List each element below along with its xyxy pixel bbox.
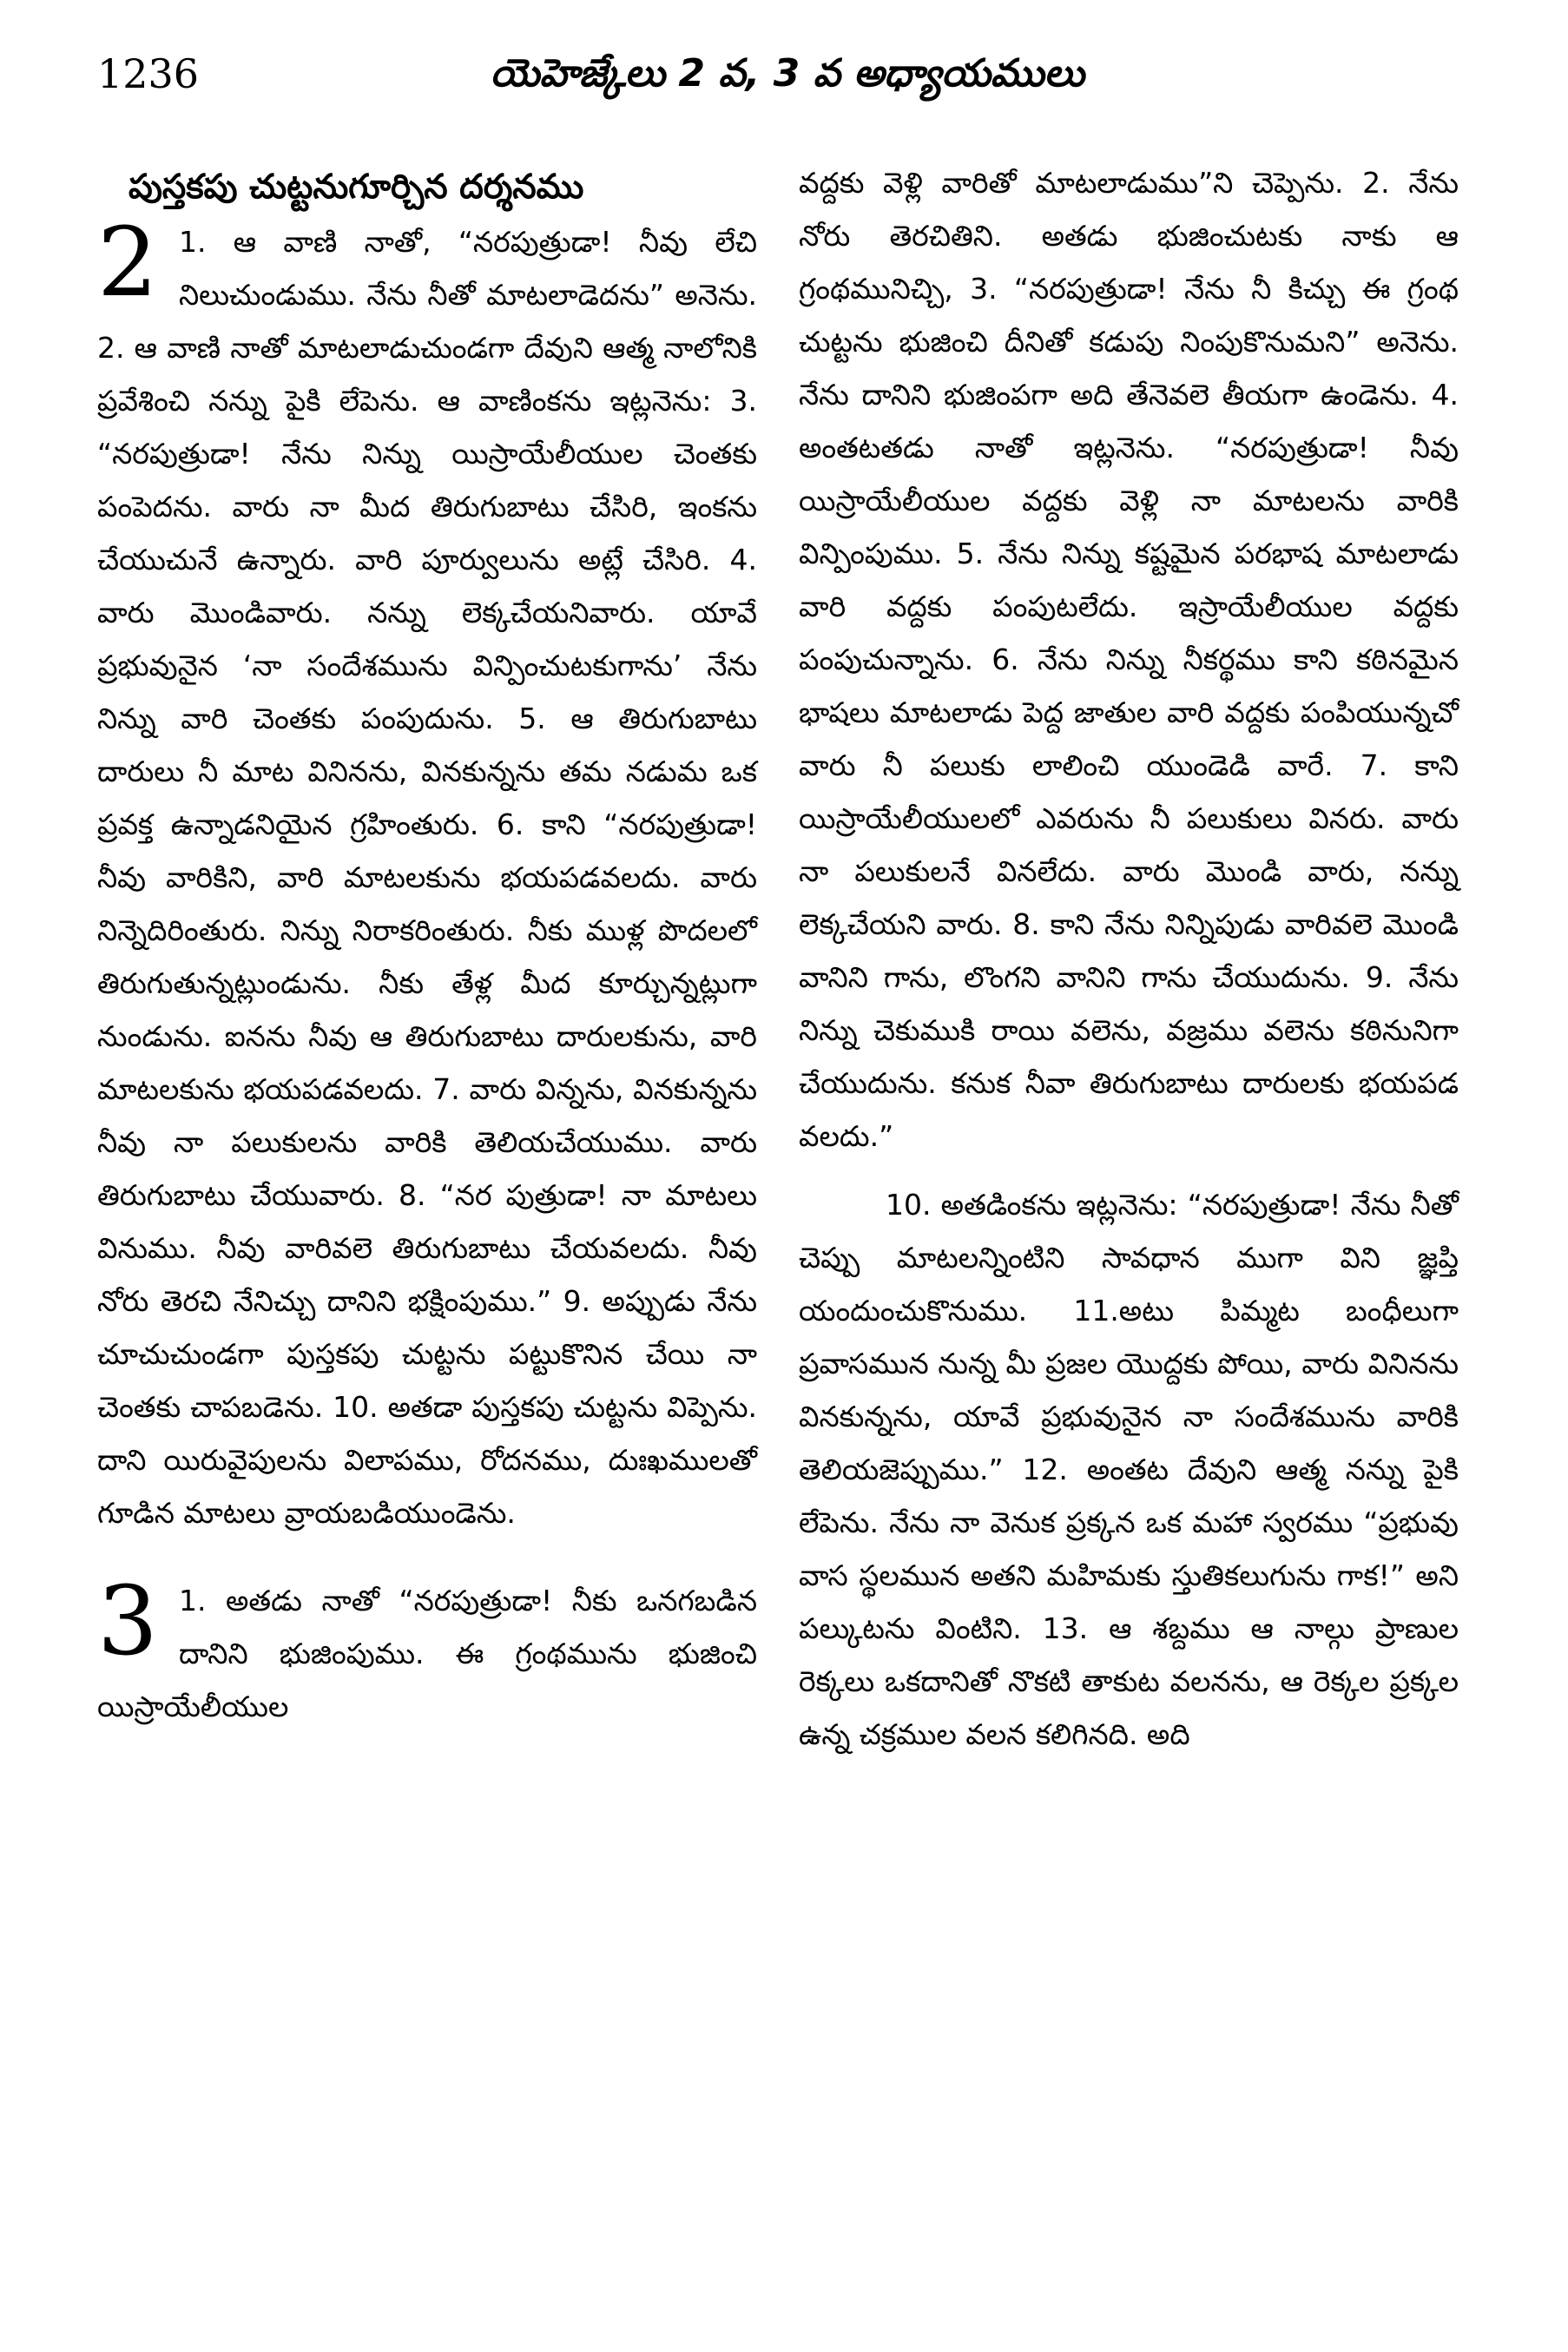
chapter-3-text: 1. అతడు నాతో “నరపుత్రుడా! నీకు ఒనగబడిన దానిని భుజింపుము. ఈ గ్రంథమును భుజించి యిస్రాయేలీయుల xyxy=(97,1584,757,1723)
left-column xyxy=(97,156,757,1733)
right-column xyxy=(799,156,1459,1761)
paragraph-gap xyxy=(799,1163,1459,1178)
chapter-number-2: 2 xyxy=(97,207,158,318)
chapter-gap xyxy=(97,1539,757,1574)
chapter-number-3: 3 xyxy=(97,1565,158,1677)
chapter-2-paragraph xyxy=(97,207,757,1539)
section-heading: పుస్తకపు చుట్టనుగూర్చిన దర్శనము xyxy=(128,168,584,207)
chapter-2-text: 1. ఆ వాణి నాతో, “నరపుత్రుడా! నీవు లేచి నిలుచుండుము. నేను నీతో మాటలాడెదను” అనెను. 2. ఆ వాణి నాతో మాటలాడుచుండగా దేవుని ఆత్మ నాలోనికి ప్రవేశించి నన్ను పైకి లేపెను. ఆ వాణింకను ఇట్లనెను: 3. “నరపుత్రుడా! నేను నిన్ను యిస్రాయేలీయుల చెంతకు పంపెదను. వారు నా మీద తిరుగుబాటు చేసిరి, ఇంకను చేయుచునే ఉన్నారు. వారి పూర్వులును అట్లే చేసిరి. 4. వారు మొండివారు. నన్ను లెక్కచేయనివారు. యావే ప్రభువునైన ‘నా సందేశమును విన్పించుటకుగాను’ నేను నిన్ను వారి చెంతకు పంపుదును. 5. ఆ తిరుగుబాటు దారులు నీ మాట వినినను, వినకున్నను తమ నడుమ ఒక ప్రవక్త ఉన్నాడనియైన గ్రహింతురు. 6. కాని “నరపుత్రుడా! నీవు వారికిని, వారి మాటలకును భయపడవలదు. వారు నిన్నెదిరింతురు. నిన్ను నిరాకరింతురు. నీకు ముళ్ల పొదలలో తిరుగుతున్నట్లుండును. నీకు తేళ్ల మీద కూర్చున్నట్లుగా నుండును. ఐనను నీవు ఆ తిరుగుబాటు దారులకును, వారి మాటలకును భయపడవలదు. 7. వారు విన్నను, వినకున్నను నీవు నా పలుకులను వారికి తెలియచేయుము. వారు తిరుగుబాటు చేయువారు. 8. “నర పుత్రుడా! నా మాటలు వినుము. నీవు వారివలె తిరుగుబాటు చేయవలదు. నీవు నోరు తెరచి నేనిచ్చు దానిని భక్షింపుము.” 9. అప్పుడు నేను చూచుచుండగా పుస్తకపు చుట్టను పట్టుకొనిన చేయి నా చెంతకు చాపబడెను. 10. అతడా పుస్తకపు చుట్టను విప్పెను. దాని యిరువైపులను విలాపము, రోదనము, దుఃఖములతో గూడిన మాటలు వ్రాయబడియుండెను. xyxy=(97,225,757,1530)
running-title: యెహెజ్కేలు 2 వ, 3 వ అధ్యాయములు xyxy=(490,51,1085,96)
page-number: 1236 xyxy=(97,50,200,97)
right-paragraph-1: వద్దకు వెళ్లి వారితో మాటలాడుము”ని చెప్పెను. 2. నేను నోరు తెరచితిని. అతడు భుజించుటకు నాకు ఆ గ్రంథమునిచ్చి, 3. “నరపుత్రుడా! నేను నీ కిచ్చు ఈ గ్రంథ చుట్టను భుజించి దీనితో కడుపు నింపుకొనుమని” అనెను. నేను దానిని భుజింపగా అది తేనెవలె తీయగా ఉండెను. 4. అంతటతడు నాతో ఇట్లనెను. “నరపుత్రుడా! నీవు యిస్రాయేలీయుల వద్దకు వెళ్లి నా మాటలను వారికి విన్పింపుము. 5. నేను నిన్ను కష్టమైన పరభాష మాటలాడు వారి వద్దకు పంపుటలేదు. ఇస్రాయేలీయుల వద్దకు పంపుచున్నాను. 6. నేను నిన్ను నీకర్థము కాని కఠినమైన భాషలు మాటలాడు పెద్ద జాతుల వారి వద్దకు పంపియున్నచో వారు నీ పలుకు లాలించి యుండెడి వారే. 7. కాని యిస్రాయేలీయులలో ఎవరును నీ పలుకులు వినరు. వారు నా పలుకులనే వినలేదు. వారు మొండి వారు, నన్ను లెక్కచేయని వారు. 8. కాని నేను నిన్నిపుడు వారివలె మొండి వానిని గాను, లొంగని వానిని గాను చేయుదును. 9. నేను నిన్ను చెకుముకి రాయి వలెను, వజ్రము వలెను కఠినునిగా చేయుదును. కనుక నీవా తిరుగుబాటు దారులకు భయపడ వలదు.” xyxy=(799,166,1459,1153)
chapter-3-paragraph xyxy=(97,1565,757,1733)
right-paragraph-2: 10. అతడింకను ఇట్లనెను: “నరపుత్రుడా! నేను నీతో చెప్పు మాటలన్నింటిని సావధాన ముగా విని జ్ఞప్తి యందుంచుకొనుము. 11.అటు పిమ్మట బంధీలుగా ప్రవాసమున నున్న మీ ప్రజల యొద్దకు పోయి, వారు వినినను వినకున్నను, యావే ప్రభువునైన నా సందేశమును వారికి తెలియజెప్పుము.” 12. అంతట దేవుని ఆత్మ నన్ను పైకి లేపెను. నేను నా వెనుక ప్రక్కన ఒక మహా స్వరము “ప్రభువు వాస స్థలమున అతని మహిమకు స్తుతికలుగును గాక!” అని పల్కుటను వింటిని. 13. ఆ శబ్దము ఆ నాల్గు ప్రాణుల రెక్కలు ఒకదానితో నొకటి తాకుట వలనను, ఆ రెక్కల ప్రక్కల ఉన్న చక్రముల వలన కలిగినది. అది xyxy=(799,1188,1459,1751)
page-header xyxy=(97,43,1478,104)
